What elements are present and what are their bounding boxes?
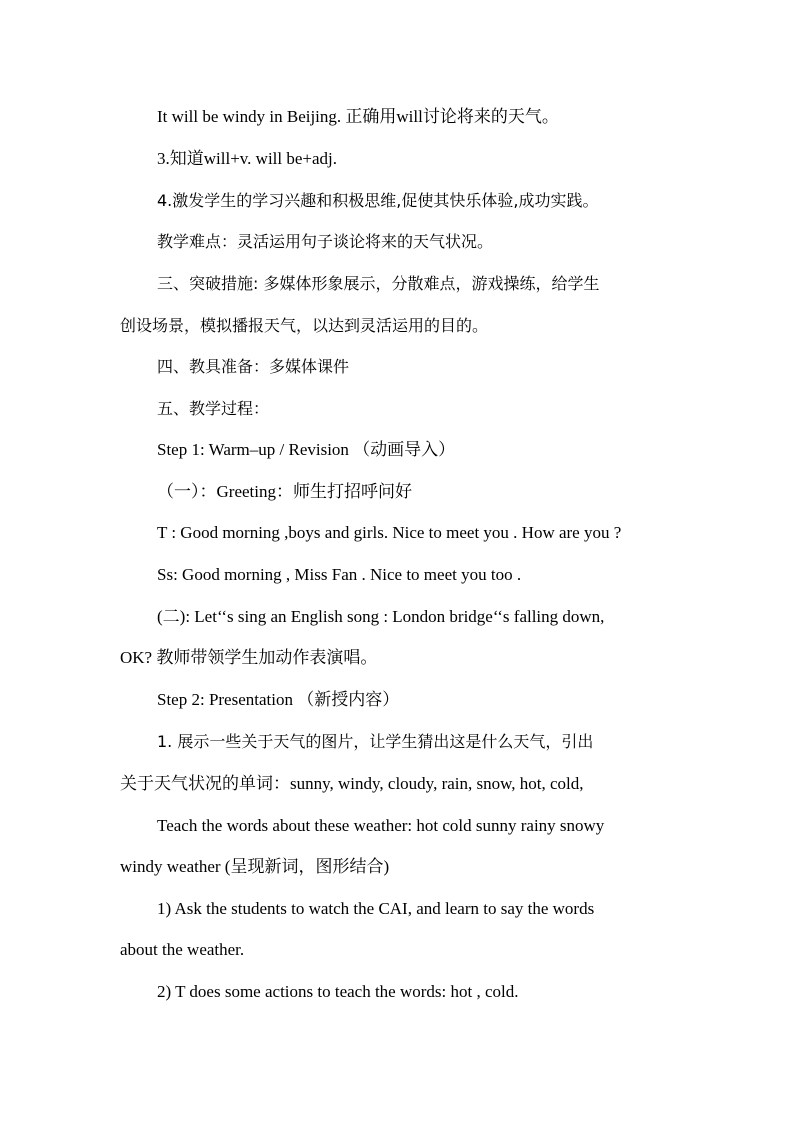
- text-line-15: Step 2: Presentation （新授内容）: [157, 690, 400, 709]
- text-line-12: Ss: Good morning , Miss Fan . Nice to meet you too .: [157, 565, 522, 584]
- text-line-1: It will be windy in Beijing. 正确用will讨论将来的天气。: [157, 107, 559, 126]
- text-line-20: 1) Ask the students to watch the CAI, and learn to say the words: [157, 899, 595, 918]
- text-line-13: (二): Let‘‘s sing an English song : London bridge‘‘s falling down,: [157, 607, 605, 626]
- text-line-19: windy weather (呈现新词，图形结合): [120, 857, 390, 876]
- text-line-16: 1. 展示一些关于天气的图片，让学生猜出这是什么天气，引出: [157, 732, 594, 751]
- text-line-6: 创设场景，模拟播报天气，以达到灵活运用的目的。: [120, 316, 489, 335]
- text-line-11: T : Good morning ,boys and girls. Nice to meet you . How are you ?: [157, 523, 622, 542]
- text-line-14: OK? 教师带领学生加动作表演唱。: [120, 648, 378, 667]
- text-line-17: 关于天气状况的单词：sunny, windy, cloudy, rain, snow, hot, cold,: [120, 774, 584, 793]
- text-line-9: Step 1: Warm–up / Revision （动画导入）: [157, 440, 456, 459]
- text-line-7: 四、教具准备：多媒体课件: [157, 357, 350, 376]
- text-line-10: （一）：Greeting：师生打招呼问好: [157, 482, 412, 501]
- text-line-22: 2) T does some actions to teach the words: hot , cold.: [157, 982, 519, 1001]
- text-line-3: 4.激发学生的学习兴趣和积极思维,促使其快乐体验,成功实践。: [157, 191, 599, 210]
- text-line-5: 三、突破措施: 多媒体形象展示，分散难点，游戏操练，给学生: [157, 274, 600, 293]
- text-line-4: 教学难点：灵活运用句子谈论将来的天气状况。: [157, 232, 494, 251]
- text-line-2: 3.知道will+v. will be+adj.: [157, 149, 338, 168]
- text-line-18: Teach the words about these weather: hot cold sunny rainy snowy: [157, 816, 605, 835]
- text-line-8: 五、教学过程：: [157, 399, 270, 418]
- text-line-21: about the weather.: [120, 940, 245, 959]
